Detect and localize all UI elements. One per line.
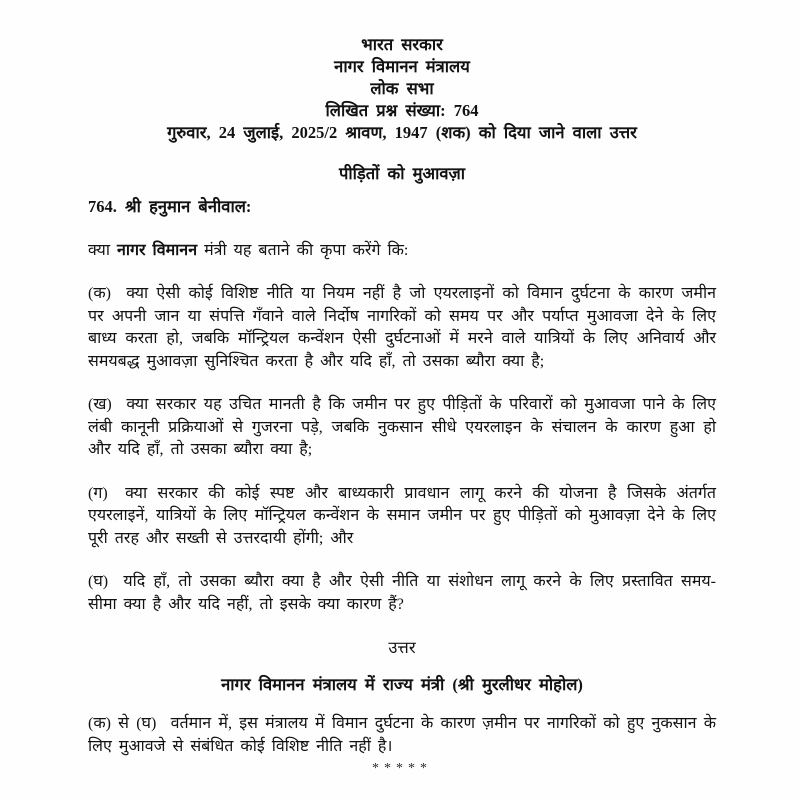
intro-suffix: मंत्री यह बताने की कृपा करेंगे कि: (204, 242, 409, 259)
answer-body-label: (क) से (घ) (88, 715, 157, 732)
header-question-number-line: लिखित प्रश्न संख्या: 764 (325, 101, 479, 120)
question-part-ka-label: (क) (88, 285, 111, 302)
question-member-line: 764. श्री हनुमान बेनीवाल: (88, 197, 252, 216)
document-end-mark: ***** (372, 761, 432, 776)
header-government-line: भारत सरकार (361, 35, 443, 54)
question-part-ga-text: क्या सरकार की कोई स्पष्ट और बाध्यकारी प्रावधान लागू करने की योजना है जिसके अंतर्गत एयरलाइनें, यात्रियों के लिए मॉन्ट्रियल कन्वेंशन के समान जमीन पर हुए पीड़ितों को मुआवज़ा देने के लिए पूरी तरह और सख्ती से उत्तरदायी होंगी; और (88, 484, 716, 547)
question-part-ga-label: (ग) (88, 484, 108, 502)
answer-heading: उत्तर (388, 638, 416, 657)
question-intro-line (88, 240, 716, 262)
answer-minister-line: नागर विमानन मंत्रालय में राज्य मंत्री (श्री मुरलीधर मोहोल) (221, 675, 583, 694)
answer-body (88, 713, 716, 758)
document-title: पीड़ितों को मुआवज़ा (338, 164, 466, 183)
header-house-line: लोक सभा (370, 79, 434, 98)
intro-prefix: क्या (88, 242, 110, 259)
question-part-ga (88, 483, 716, 551)
question-part-kha-label: (ख) (88, 396, 112, 413)
header-answer-date-line: गुरुवार, 24 जुलाई, 2025/2 श्रावण, 1947 (शक) को दिया जाने वाला उत्तर (167, 123, 637, 142)
question-part-gha (88, 571, 716, 616)
question-part-kha (88, 394, 716, 462)
document-header (88, 34, 716, 144)
question-part-ka (88, 283, 716, 373)
question-part-ka-text: क्या ऐसी कोई विशिष्ट नीति या नियम नहीं है जो एयरलाइनों को विमान दुर्घटना के कारण जमीन पर अपनी जान या संपत्ति गँवाने वाले निर्दोष नागरिकों को समय पर और पर्याप्त मुआवजा देने के लिए बाध्य करता हो, जबकि मॉन्ट्रियल कन्वेंशन ऐसी दुर्घटनाओं में मरने वाले यात्रियों के लिए अनिवार्य और समयबद्ध मुआवज़ा सुनिश्चित करता है और यदि हाँ, तो उसका ब्यौरा क्या है; (88, 285, 716, 370)
question-part-kha-text: क्या सरकार यह उचित मानती है कि जमीन पर हुए पीड़ितों के परिवारों को मुआवजा पाने के लिए लंबी कानूनी प्रक्रियाओं से गुजरना पड़े, जबकि नुकसान सीधे एयरलाइन के संचालन के कारण हुआ हो और यदि हाँ, तो उसका ब्यौरा क्या है; (88, 396, 717, 458)
question-part-gha-text: यदि हाँ, तो उसका ब्यौरा क्या है और ऐसी नीति या संशोधन लागू करने के लिए प्रस्तावित समय-सीमा क्या है और यदि नहीं, तो इसके क्या कारण हैं? (88, 573, 716, 613)
header-ministry-line: नागर विमानन मंत्रालय (334, 57, 470, 76)
intro-ministry-name: नागर विमानन (116, 242, 198, 259)
question-part-gha-label: (घ) (88, 573, 109, 590)
answer-body-text: वर्तमान में, इस मंत्रालय में विमान दुर्घटना के कारण ज़मीन पर नागरिकों को हुए नुकसान के लिए मुआवजे से संबंधित कोई विशिष्ट नीति नहीं है। (88, 715, 716, 755)
